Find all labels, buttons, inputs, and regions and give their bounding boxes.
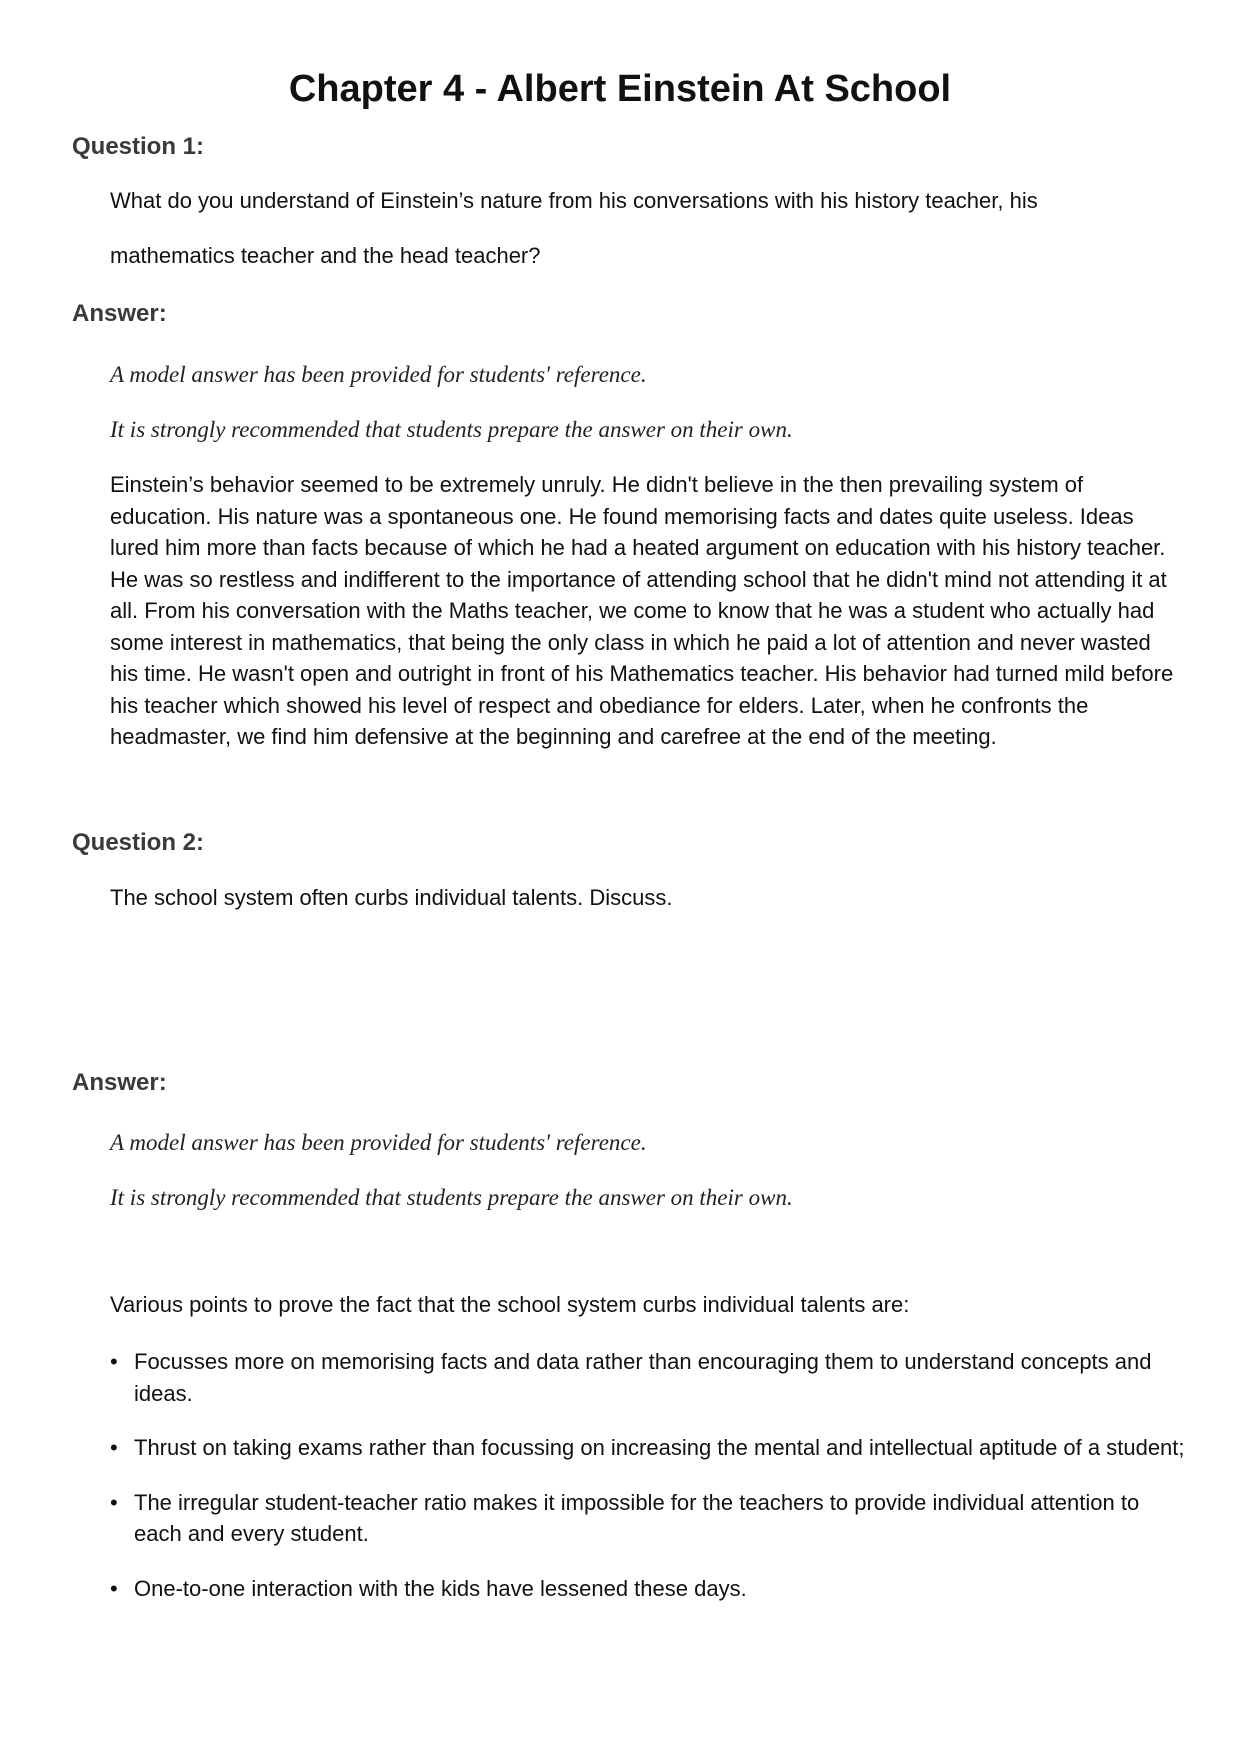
answer-2-intro: Various points to prove the fact that the school system curbs individual talents are: [110,1292,910,1317]
question-1-text [110,173,1180,283]
bullet-icon: • [110,1575,118,1601]
bullet-icon: • [110,1349,118,1374]
bullet-icon: • [110,1435,118,1460]
list-item: • Focusses more on memorising facts and data rather than encouraging them to understand concepts and ideas. [110,1346,1190,1409]
question-2-text: The school system often curbs individual talents. Discuss. [110,885,673,910]
list-item: • One-to-one interaction with the kids have lessened these days. [110,1573,1190,1605]
answer-1-text: Einstein’s behavior seemed to be extremely unruly. He didn't believe in the then prevailing system of education. His nature was a spontaneous one. He found memorising facts and dates quite useless. Ideas lured him more than facts because of which he had a heated argument on education with his history teacher. He was so restless and indifferent to the importance of attending school that he didn't mind not attending it at all. From his conversation with the Maths teacher, we come to know that he was a student who actually had some interest in mathematics, that being the only class in which he paid a lot of attention and never wasted his time. He wasn't open and outright in front of his Mathematics teacher. His behavior had turned mild before his teacher which showed his level of respect and obediance for elders. Later, when he confronts the headmaster, we find him defensive at the beginning and carefree at the end of the meeting. [110,472,1174,749]
page-title: Chapter 4 - Albert Einstein At School [288,68,952,110]
answer-2-note-2: It is strongly recommended that students prepare the answer on their own. [110,1185,793,1210]
answer-1-label: Answer: [72,300,167,327]
list-item: • The irregular student-teacher ratio makes it impossible for the teachers to provide individual attention to each and every student. [110,1487,1190,1550]
question-1-line-2: mathematics teacher and the head teacher? [110,243,541,268]
question-1-line-1: What do you understand of Einstein’s nature from his conversations with his history teacher, his [110,188,1038,213]
answer-1-note-2: It is strongly recommended that students prepare the answer on their own. [110,417,793,442]
answer-2-label: Answer: [72,1069,167,1096]
answer-2-points-list [110,1346,1190,1627]
answer-2-note-1: A model answer has been provided for students' reference. [110,1130,647,1155]
list-item: • Thrust on taking exams rather than focussing on increasing the mental and intellectual aptitude of a student; [110,1432,1190,1464]
question-2-label: Question 2: [72,829,205,856]
question-1-label: Question 1: [72,133,205,160]
answer-1-note-1: A model answer has been provided for students' reference. [110,362,647,387]
bullet-icon: • [110,1489,118,1515]
